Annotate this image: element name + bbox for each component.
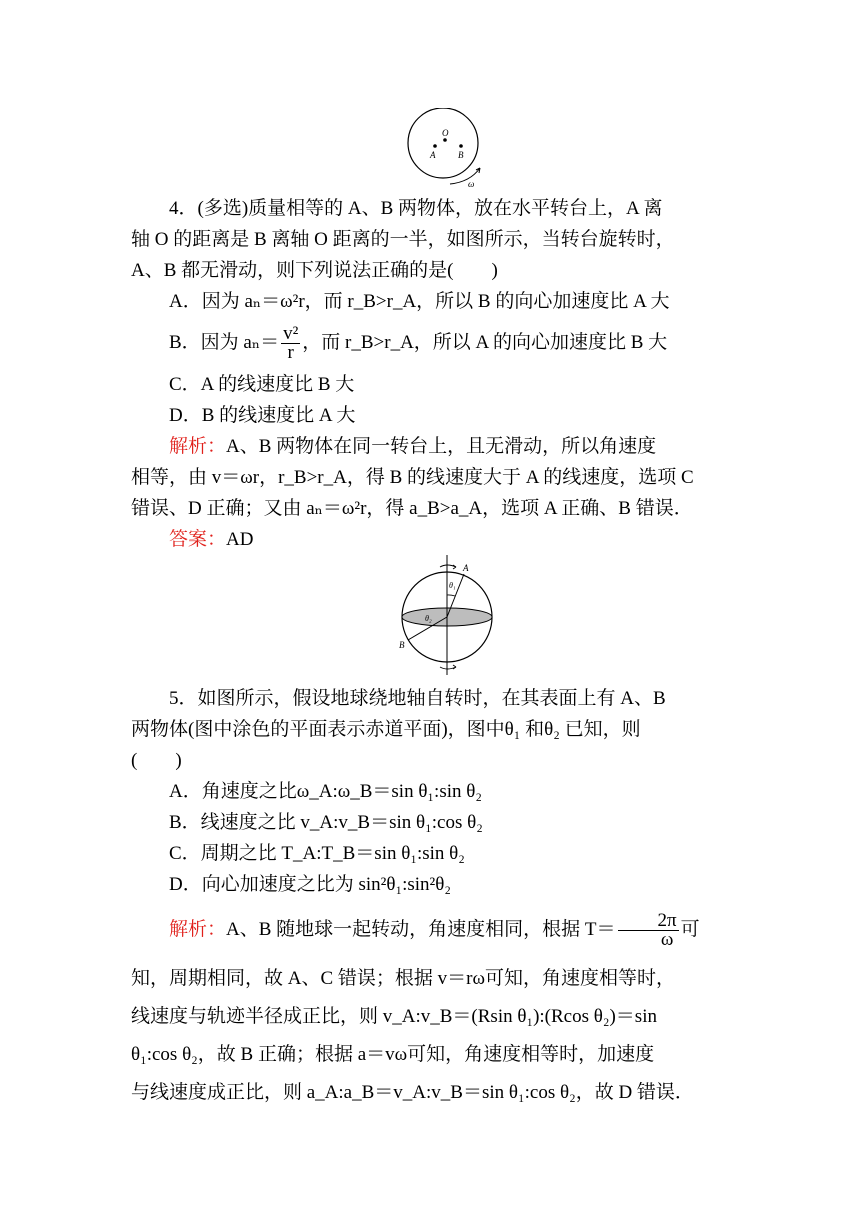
q4-option-d: D．B 的线速度比 A 大: [169, 405, 356, 426]
question-4: [131, 193, 729, 555]
q5-line-2: 两物体(图中涂色的平面表示赤道平面)，图中θ₁ 和θ₂ 已知，则: [131, 719, 641, 740]
q4-option-a: A．因为 aₙ＝ω²r，而 r_B>r_A，所以 B 的向心加速度比 A 大: [169, 291, 670, 312]
q5-solution-post: 可: [680, 919, 700, 940]
q4-frac-num: v²: [283, 323, 299, 345]
q5-line-1: 5．如图所示，假设地球绕地轴自转时，在其表面上有 A、B: [169, 688, 666, 709]
q5-frac-den: ω: [660, 929, 674, 951]
q4-jiexi-label: 解析：: [169, 436, 227, 457]
earth-label-theta2: θ₂: [425, 614, 432, 623]
earth-label-a: A: [463, 563, 469, 573]
q5-solution-line-4: θ₁:cos θ₂，故 B 正确；根据 a＝vω可知，角速度相等时，加速度: [131, 1044, 655, 1065]
label-o: O: [442, 128, 449, 138]
q4-daan-label: 答案：: [169, 529, 227, 550]
q5-frac-num: 2π: [618, 912, 679, 931]
q4-option-b-frac: [281, 325, 300, 362]
q5-option-a: A．角速度之比ω_A:ω_B＝sin θ₁:sin θ₂: [169, 781, 482, 802]
q5-option-b: B．线速度之比 v_A:v_B＝sin θ₁:cos θ₂: [169, 812, 483, 833]
q4-solution-line-1: [131, 431, 729, 462]
q5-jiexi-label: 解析：: [169, 919, 227, 940]
q4-solution-line-3: 错误、D 正确；又由 aₙ＝ω²r，得 a_B>a_A，选项 A 正确、B 错误．: [131, 498, 693, 519]
q4-line-1: 4．(多选)质量相等的 A、B 两物体，放在水平转台上，A 离: [169, 198, 663, 219]
earth-label-b: B: [399, 640, 405, 650]
q5-solution-line-2: 知，周期相同，故 A、C 错误；根据 v＝rω可知，角速度相等时，: [131, 968, 675, 989]
q4-option-b: [131, 317, 729, 369]
q5-solution-line-1: [131, 900, 729, 960]
q4-option-b-post: ，而 r_B>r_A，所以 A 的向心加速度比 B 大: [302, 332, 668, 353]
earth-figure: [396, 553, 500, 677]
q5-solution-pre: A、B 随地球一起转动，角速度相同，根据 T＝: [226, 919, 616, 940]
q5-solution-line-3: 线速度与轨迹半径成正比，则 v_A:v_B＝(Rsin θ₁):(Rcos θ₂)＝sin: [131, 1006, 657, 1027]
q4-solution-line-2: 相等，由 v＝ωr，r_B>r_A，得 B 的线速度大于 A 的线速度，选项 C: [131, 467, 694, 488]
q4-line-3: A、B 都无滑动，则下列说法正确的是( ): [131, 260, 498, 281]
q5-option-d: D．向心加速度之比为 sin²θ₁:sin²θ₂: [169, 874, 451, 895]
label-a: A: [430, 150, 436, 160]
q4-line-2: 轴 O 的距离是 B 离轴 O 距离的一半，如图所示，当转台旋转时，: [131, 229, 675, 250]
q4-option-c: C．A 的线速度比 B 大: [169, 374, 355, 395]
q5-solution-line-5: 与线速度成正比，则 a_A:a_B＝v_A:v_B＝sin θ₁:cos θ₂，故 D 错误．: [131, 1082, 694, 1103]
q4-answer-value: AD: [226, 529, 254, 550]
turntable-figure: [400, 108, 490, 190]
q4-option-b-pre: B．因为 aₙ＝: [169, 332, 280, 353]
q5-option-c: C．周期之比 T_A:T_B＝sin θ₁:sin θ₂: [169, 843, 465, 864]
q4-frac-den: r: [287, 342, 294, 364]
q5-line-3: ( ): [131, 750, 182, 771]
q4-solution-text-1: A、B 两物体在同一转台上，且无滑动，所以角速度: [226, 436, 657, 457]
label-b: B: [458, 150, 464, 160]
question-5: [131, 683, 729, 1112]
earth-label-theta1: θ₁: [449, 581, 456, 590]
label-omega: ω: [468, 179, 475, 189]
q4-answer: [131, 524, 729, 555]
q5-solution-frac: [618, 912, 679, 949]
